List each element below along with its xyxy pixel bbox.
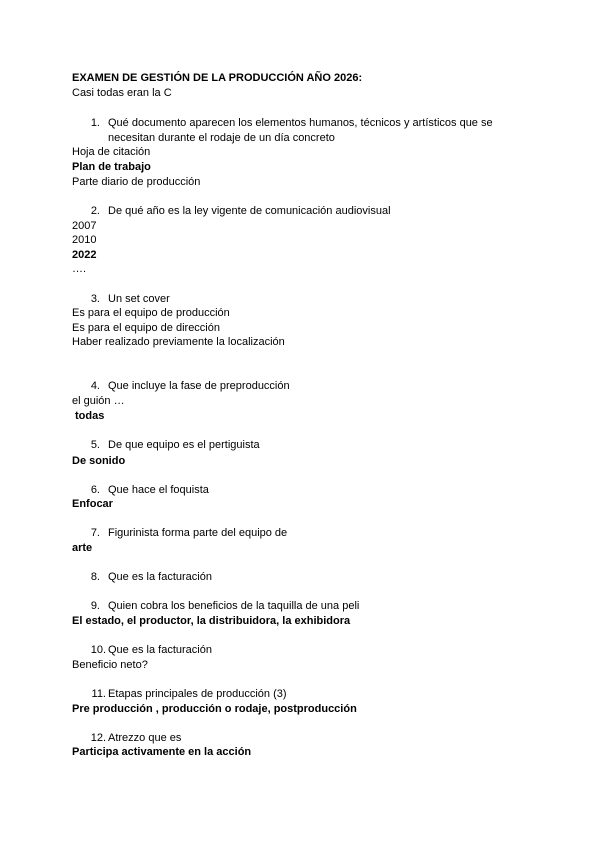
question-number: 7.: [90, 527, 100, 539]
answer-option: Parte diario de producción: [72, 176, 201, 188]
answer-correct: arte: [72, 542, 93, 554]
question-number: 10.: [90, 644, 106, 656]
question-number: 5.: [90, 439, 100, 451]
question-number: 8.: [90, 571, 100, 583]
answer-option: Haber realizado previamente la localización: [72, 336, 285, 348]
exam-subtitle: Casi todas eran la C: [72, 87, 172, 99]
answer-correct: De sonido: [72, 455, 126, 467]
question-text: Que es la facturación: [108, 571, 212, 583]
question-text: Quien cobra los beneficios de la taquilla de una peli: [108, 600, 360, 612]
answer-correct: todas: [75, 410, 105, 422]
question-number: 4.: [90, 380, 100, 392]
question-number: 11.: [91, 688, 106, 700]
answer-option: Beneficio neto?: [72, 659, 148, 671]
question-number: 9.: [90, 600, 100, 612]
question-text: De qué año es la ley vigente de comunicación audiovisual: [108, 205, 391, 217]
answer-option: Es para el equipo de producción: [72, 307, 230, 319]
question-text: Que hace el foquista: [108, 484, 209, 496]
question-number: 1.: [90, 117, 100, 129]
answer-option: ….: [72, 263, 87, 275]
answer-correct: Plan de trabajo: [72, 161, 151, 173]
answer-option: 2010: [72, 234, 97, 246]
answer-correct: El estado, el productor, la distribuidora, la exhibidora: [72, 615, 351, 627]
answer-correct: Enfocar: [72, 498, 113, 510]
answer-option: Hoja de citación: [72, 146, 151, 158]
question-text: Etapas principales de producción (3): [108, 688, 287, 700]
answer-option: Es para el equipo de dirección: [72, 322, 220, 334]
question-text: De que equipo es el pertiguista: [108, 439, 260, 451]
question-text-continued: necesitan durante el rodaje de un día concreto: [108, 132, 335, 144]
answer-option: el guión …: [72, 395, 125, 407]
question-text: Que incluye la fase de preproducción: [108, 380, 290, 392]
answer-correct: Participa activamente en la acción: [72, 746, 252, 758]
question-number: 12.: [90, 732, 106, 744]
question-text: Atrezzo que es: [108, 732, 182, 744]
question-number: 2.: [90, 205, 100, 217]
answer-correct: Pre producción , producción o rodaje, postproducción: [72, 703, 357, 715]
question-text: Qué documento aparecen los elementos humanos, técnicos y artísticos que se: [108, 117, 493, 129]
answer-correct: 2022: [72, 249, 97, 261]
question-number: 3.: [90, 293, 100, 305]
question-text: Que es la facturación: [108, 644, 212, 656]
exam-title: EXAMEN DE GESTIÓN DE LA PRODUCCIÓN AÑO 2026:: [72, 72, 363, 84]
question-text: Figurinista forma parte del equipo de: [108, 527, 288, 539]
question-number: 6.: [90, 484, 100, 496]
question-text: Un set cover: [108, 293, 170, 305]
answer-option: 2007: [72, 220, 97, 232]
